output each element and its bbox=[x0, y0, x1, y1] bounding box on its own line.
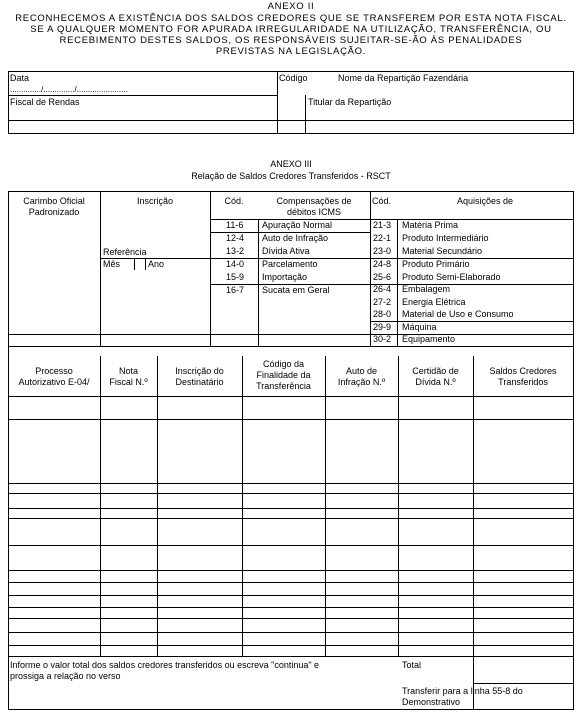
aq-label: Material de Uso e Consumo bbox=[402, 309, 514, 319]
fiscal-label: Fiscal de Rendas bbox=[10, 97, 80, 107]
aq-code: 22-1 bbox=[373, 233, 392, 243]
aq-code: 28-0 bbox=[373, 309, 392, 319]
aq-label: Produto Intermediário bbox=[402, 233, 489, 243]
comp-code: 16-7 bbox=[226, 285, 245, 295]
ano-label: Ano bbox=[148, 259, 165, 269]
col-certidao-divida: Certidão de Dívida N.º bbox=[412, 366, 459, 387]
declaration-line: PREVISTAS NA LEGISLAÇÃO. bbox=[215, 46, 367, 57]
comp-code: 14-0 bbox=[226, 259, 245, 269]
transferir-label: Transferir para a linha 55-8 do Demonstrativo bbox=[402, 686, 523, 707]
comp-label: Parcelamento bbox=[262, 259, 318, 269]
inscricao-label: Inscrição bbox=[136, 196, 173, 206]
col-auto-infracao: Auto de Infração N.º bbox=[337, 366, 386, 387]
col-saldos-credores: Saldos Credores Transferidos bbox=[489, 366, 557, 387]
aquisicoes-label: Aquisições de bbox=[456, 196, 514, 206]
aq-code: 25-6 bbox=[373, 272, 392, 282]
anexo3-title: ANEXO III bbox=[270, 159, 312, 169]
nome-reparticao-label: Nome da Repartição Fazendária bbox=[338, 73, 469, 83]
declaration-line: SE A QUALQUER MOMENTO FOR APURADA IRREGULARIDADE NA UTILIZAÇÃO, TRANSFERÊNCIA, OU bbox=[30, 24, 552, 35]
aq-code: 27-2 bbox=[373, 297, 392, 307]
codigo-label: Código bbox=[279, 73, 308, 83]
titular-label: Titular da Repartição bbox=[308, 97, 392, 107]
comp-label: Dívida Ativa bbox=[262, 246, 310, 256]
aq-label: Produto Semi-Elaborado bbox=[402, 272, 501, 282]
col-processo: Processo Autorizativo E-04/ bbox=[18, 366, 90, 387]
comp-label: Sucata em Geral bbox=[262, 285, 330, 295]
aq-code: 24-8 bbox=[373, 259, 392, 269]
cod-label: Cód. bbox=[224, 196, 244, 206]
referencia-label: Referência bbox=[103, 247, 147, 257]
mes-label: Mês bbox=[103, 259, 121, 269]
footer-note: Informe o valor total dos saldos credores transferidos ou escreva "continua" e prossiga a relação no verso bbox=[10, 660, 320, 681]
comp-label: Apuração Normal bbox=[262, 220, 333, 230]
declaration-line: RECONHECEMOS A EXISTÊNCIA DOS SALDOS CREDORES QUE SE TRANSFEREM POR ESTA NOTA FISCAL. bbox=[15, 13, 567, 24]
aq-code: 26-4 bbox=[373, 284, 392, 294]
aq-label: Produto Primário bbox=[402, 259, 470, 269]
aq-label: Energia Elétrica bbox=[402, 297, 466, 307]
aq-code: 21-3 bbox=[373, 220, 392, 230]
aq-label: Embalagem bbox=[402, 284, 451, 294]
aquisicoes-cod-label: Cód. bbox=[372, 196, 392, 206]
declaration-line: RECEBIMENTO DESTES SALDOS, OS RESPONSÁVEIS SUJEITAR-SE-ÃO ÀS PENALIDADES bbox=[59, 35, 523, 46]
aq-code: 23-0 bbox=[373, 246, 392, 256]
date-field[interactable]: ............../............../....................... bbox=[10, 85, 128, 94]
col-nota-fiscal: Nota Fiscal N.º bbox=[109, 366, 148, 387]
col-codigo-finalidade: Código da Finalidade da Transferência bbox=[256, 359, 311, 391]
carimbo-label: Carimbo Oficial Padronizado bbox=[23, 196, 85, 217]
comp-label: Importação bbox=[262, 272, 308, 282]
aq-label: Matéria Prima bbox=[402, 220, 459, 230]
comp-code: 15-9 bbox=[226, 272, 245, 282]
anexo2-declaration bbox=[0, 13, 582, 57]
aq-code: 30-2 bbox=[373, 334, 392, 344]
aq-label: Material Secundário bbox=[402, 246, 483, 256]
comp-code: 12-4 bbox=[226, 233, 245, 243]
anexo2-title: ANEXO II bbox=[267, 1, 315, 12]
comp-label: Auto de Infração bbox=[262, 233, 329, 243]
anexo3-subtitle: Relação de Saldos Credores Transferidos - RSCT bbox=[191, 171, 391, 181]
data-label: Data bbox=[10, 73, 30, 83]
col-inscricao-destinatario: Inscrição do Destinatário bbox=[175, 366, 224, 387]
total-label: Total bbox=[402, 660, 422, 670]
comp-code: 13-2 bbox=[226, 246, 245, 256]
aq-label: Máquina bbox=[402, 322, 437, 332]
aq-label: Equipamento bbox=[402, 334, 456, 344]
compensacoes-label: Compensações de débitos ICMS bbox=[276, 196, 352, 217]
aq-code: 29-9 bbox=[373, 322, 392, 332]
comp-code: 11-6 bbox=[226, 220, 244, 230]
